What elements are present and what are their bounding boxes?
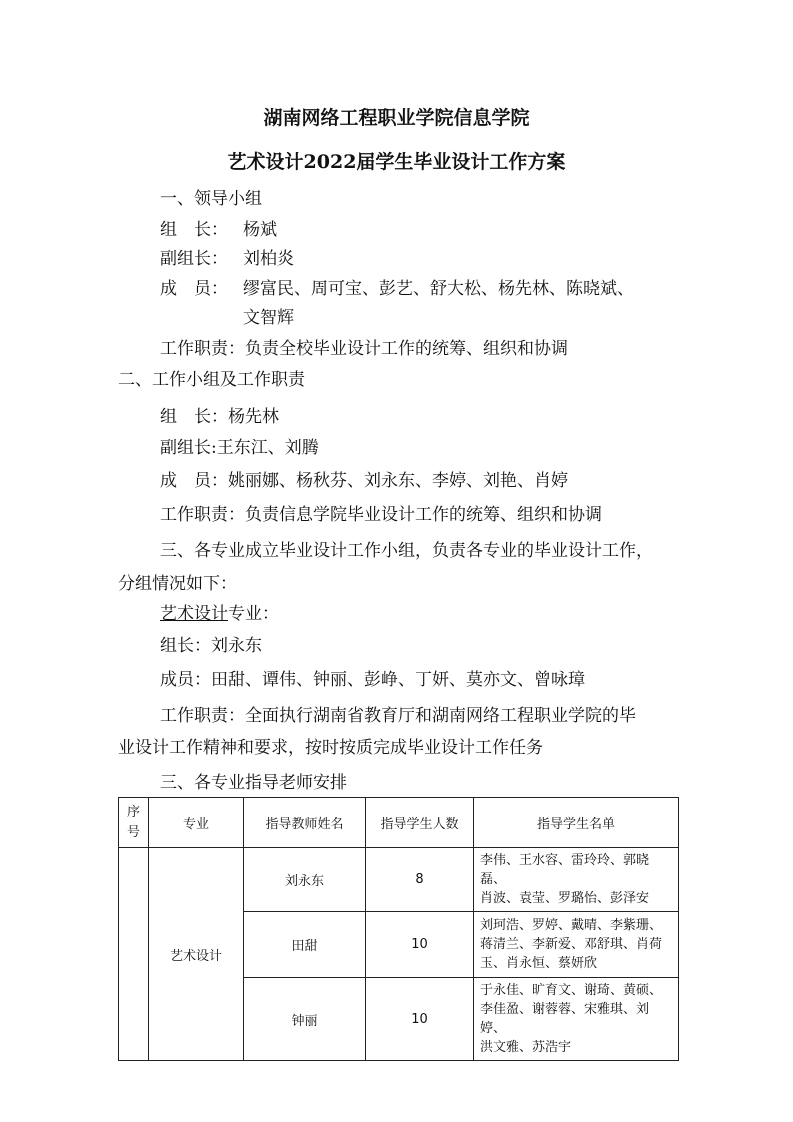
header-teacher: 指导教师姓名: [244, 798, 366, 848]
major-suffix: 专业：: [228, 604, 279, 624]
student-line: 肖波、袁莹、罗璐怡、彭泽安: [480, 891, 650, 906]
header-seq: 序 号: [119, 798, 149, 848]
section2-deputy: 副组长:王东江、刘腾: [160, 438, 319, 458]
student-line: 玉、肖永恒、蔡妍欣: [480, 956, 598, 971]
section2-leader: 组 长：杨先林: [160, 407, 279, 427]
section3-duty-line2: 业设计工作精神和要求，按时按质完成毕业设计工作任务: [118, 738, 543, 758]
students-cell: [474, 978, 679, 1061]
section2-members: 成 员：姚丽娜、杨秋芬、刘永东、李婷、刘艳、肖婷: [160, 471, 568, 491]
section3-major-line: [160, 603, 279, 625]
section3-members: 成员：田甜、谭伟、钟丽、彭峥、丁妍、莫亦文、曾咏璋: [160, 670, 585, 690]
major-cell: 艺术设计: [149, 848, 244, 1061]
section1-heading: 一、领导小组: [160, 189, 262, 209]
section1-members-line2: 文智辉: [243, 308, 294, 328]
table-row: [119, 848, 679, 912]
document-subtitle: 艺术设计2022届学生毕业设计工作方案: [227, 151, 566, 173]
section1-deputy: 刘柏炎: [243, 249, 294, 269]
section1-leader: 杨斌: [243, 220, 277, 240]
section3-duty-line1: 工作职责：全面执行湖南省教育厅和湖南网络工程职业学院的毕: [160, 706, 636, 726]
count-cell: 10: [366, 978, 474, 1061]
teacher-cell: 钟丽: [244, 978, 366, 1061]
advisor-table: [118, 797, 679, 1061]
student-line: 李伟、王水容、雷玲玲、郭晓磊、: [480, 853, 650, 887]
section2-heading: 二、工作小组及工作职责: [118, 370, 305, 390]
section2-duty: 工作职责：负责信息学院毕业设计工作的统筹、组织和协调: [160, 505, 602, 525]
students-cell: [474, 848, 679, 912]
student-line: 洪文雅、苏浩宇: [480, 1040, 572, 1055]
section1-duty: 工作职责：负责全校毕业设计工作的统筹、组织和协调: [160, 339, 568, 359]
header-count: 指导学生人数: [366, 798, 474, 848]
section1-leader-label: 组 长：: [160, 220, 228, 240]
student-line: 刘珂浩、罗婷、戴晴、李紫珊、: [480, 918, 663, 933]
seq-cell: [119, 848, 149, 1061]
section4-heading: 三、各专业指导老师安排: [160, 773, 347, 793]
section1-deputy-label: 副组长：: [160, 249, 228, 269]
teacher-cell: 田甜: [244, 912, 366, 978]
header-major: 专业: [149, 798, 244, 848]
section3-intro-line2: 分组情况如下：: [118, 574, 237, 594]
section1-members-line1: 缪富民、周可宝、彭艺、舒大松、杨先林、陈晓斌、: [243, 279, 634, 299]
student-line: 于永佳、旷育文、谢琦、黄硕、: [480, 983, 663, 998]
section3-intro-line1: 三、各专业成立毕业设计工作小组，负责各专业的毕业设计工作，: [160, 541, 653, 561]
student-line: 李佳盈、谢蓉蓉、宋雅琪、刘婷、: [480, 1002, 650, 1036]
count-cell: 10: [366, 912, 474, 978]
header-students: 指导学生名单: [474, 798, 679, 848]
section3-leader: 组长：刘永东: [160, 636, 262, 656]
count-cell: 8: [366, 848, 474, 912]
document-title: 湖南网络工程职业学院信息学院: [263, 107, 530, 129]
teacher-cell: 刘永东: [244, 848, 366, 912]
section1-members-label: 成 员：: [160, 279, 228, 299]
students-cell: [474, 912, 679, 978]
student-line: 蒋清兰、李新爱、邓舒琪、肖荷: [480, 937, 663, 952]
major-name: 艺术设计: [160, 604, 228, 624]
table-header-row: [119, 798, 679, 848]
